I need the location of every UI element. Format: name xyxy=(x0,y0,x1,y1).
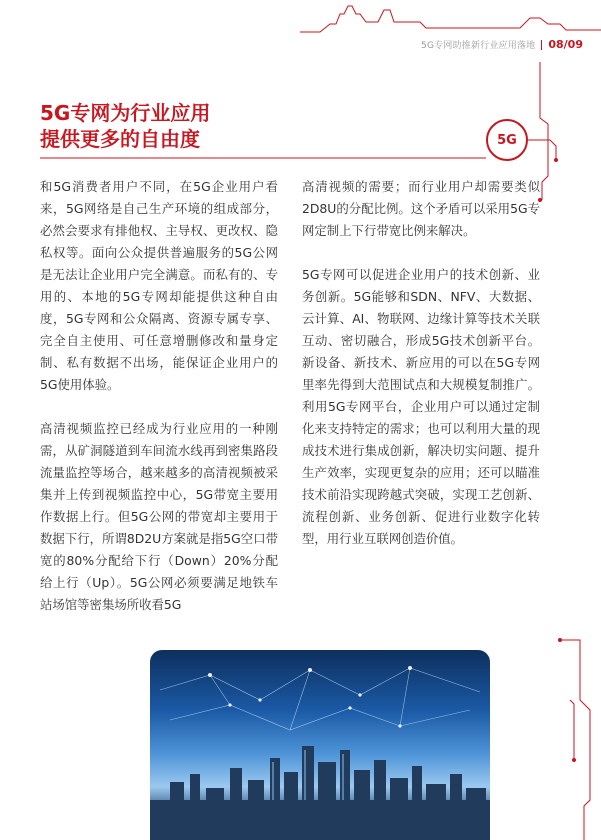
city-skyline-illustration xyxy=(150,650,490,840)
5g-badge: 5G xyxy=(486,119,528,161)
title-line-2: 提供更多的自由度 xyxy=(40,127,200,151)
paragraph: 和5G消费者用户不同，在5G企业用户看来，5G网络是自己生产环境的组成部分，必然会要求有排他权、主导权、更改权、隐私权等。面向公众提供普遍服务的5G公网是无法让企业用户完全满意。而私有的、专用的、本地的5G专网却能提供这种自由度，5G专网和公众隔离、资源专属专享、完全自主使用、可任意增删修改和量身定制、私有数据不出场，能保证企业用户的5G使用体验。 xyxy=(40,179,278,392)
paragraph: 5G专网可以促进企业用户的技术创新、业务创新。5G能够和SDN、NFV、大数据、云计算、AI、物联网、边缘计算等技术关联互动、密切融合，形成5G技术创新平台。新设备、新技术、新应用的可以在5G专网里率先得到大范围试点和大规模复制推广。利用5G专网平台，企业用户可以通过定制化来支持特定的需求；也可以利用大量的现成技术进行集成创新，解决切实问题、提升生产效率，实现更复杂的应用；还可以瞄准技术前沿实现跨越式突破，实现工艺创新、流程创新、业务创新、促进行业数字化转型，用行业互联网创造价值。 xyxy=(302,267,540,546)
city-network-photo xyxy=(150,650,490,840)
page-header xyxy=(421,38,583,51)
left-column xyxy=(40,176,278,638)
right-column xyxy=(302,176,540,572)
paragraph: 高清视频监控已经成为行业应用的一种刚需，从矿洞隧道到车间流水线再到密集路段流量监控等场合，越来越多的高清视频被采集并上传到视频监控中心，5G带宽主要用作数据上行。但5G公网的带宽却主要用于数据下行，所谓8D2U方案就是指5G空口带宽的80%分配给下行（Down）20%分配给上行（Up）。5G公网必须要满足地铁车站场馆等密集场所收看5G xyxy=(40,421,278,612)
header-divider xyxy=(541,40,542,50)
title-line-1: 5G专网为行业应用 xyxy=(40,101,211,125)
paragraph: 高清视频的需要；而行业用户却需要类似2D8U的分配比例。这个矛盾可以采用5G专网定制上下行带宽比例来解决。 xyxy=(302,179,540,238)
page-title xyxy=(40,100,210,152)
page-number: 08/09 xyxy=(548,38,583,51)
section-label: 5G专网助推新行业应用落地 xyxy=(421,41,536,51)
